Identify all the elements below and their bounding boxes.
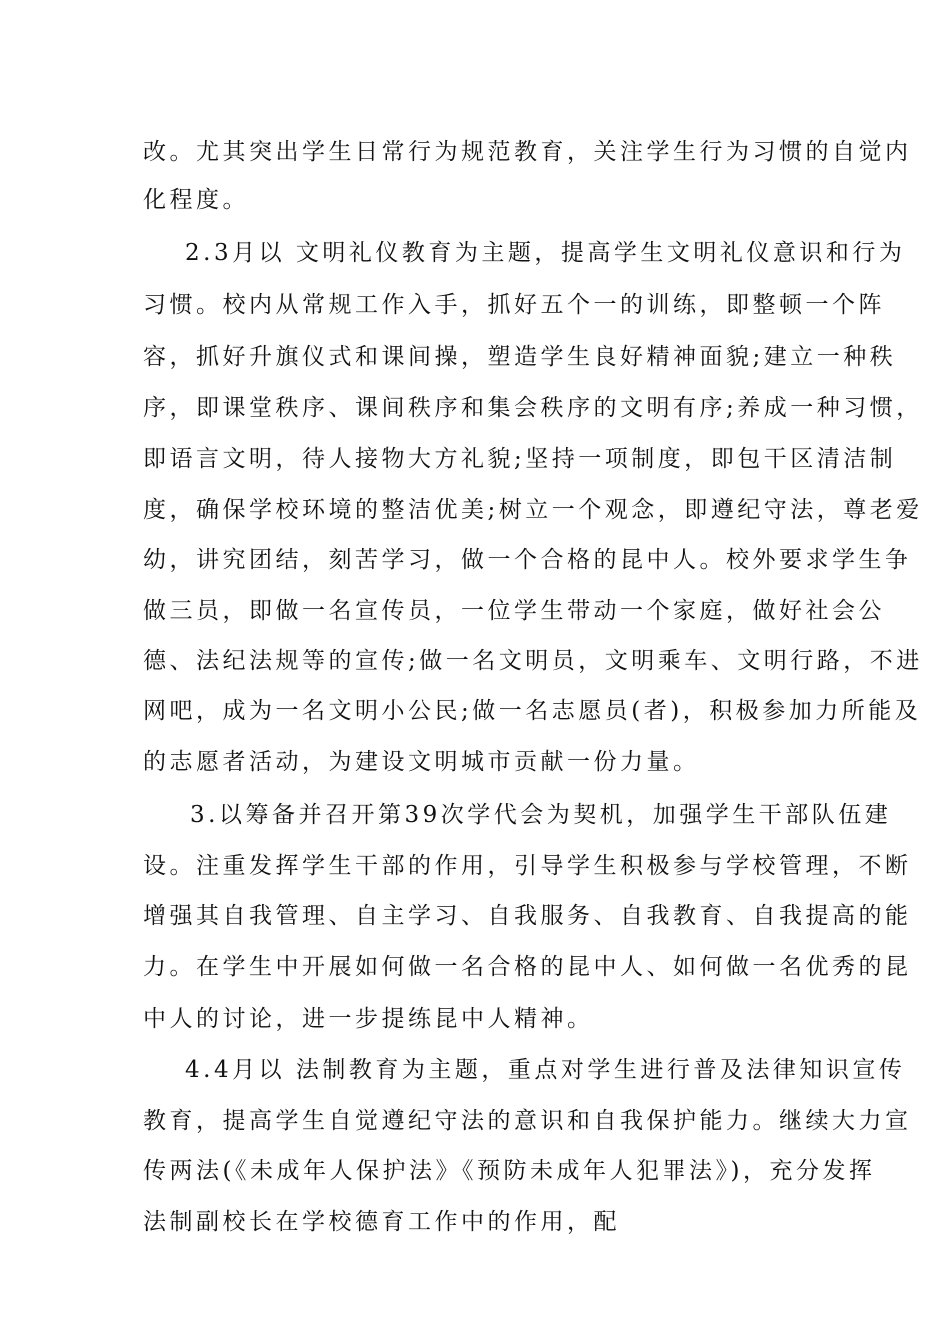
text-line: 容，抓好升旗仪式和课间操，塑造学生良好精神面貌;建立一种秩 xyxy=(143,344,897,370)
text-line: 改。尤其突出学生日常行为规范教育，关注学生行为习惯的自觉内 xyxy=(143,139,912,165)
text-line: 度，确保学校环境的整洁优美;树立一个观念，即遵纪守法，尊老爱 xyxy=(143,497,923,523)
text-line: 增强其自我管理、自主学习、自我服务、自我教育、自我提高的能 xyxy=(143,903,912,929)
text-line: 幼，讲究团结，刻苦学习，做一个合格的昆中人。校外要求学生争 xyxy=(143,547,912,573)
text-line: 化程度。 xyxy=(143,187,249,213)
text-line: 中人的讨论，进一步提练昆中人精神。 xyxy=(143,1006,594,1032)
text-line: 设。注重发挥学生干部的作用，引导学生积极参与学校管理，不断 xyxy=(143,853,912,879)
text-line: 传两法(《未成年人保护法》《预防未成年人犯罪法》)，充分发挥 xyxy=(143,1158,876,1184)
paragraph-3-first-line: 3.以筹备并召开第39次学代会为契机，加强学生干部队伍建 xyxy=(190,802,892,828)
text-line: 教育，提高学生自觉遵纪守法的意识和自我保护能力。继续大力宣 xyxy=(143,1108,912,1134)
paragraph-4-first-line: 4.4月以 法制教育为主题，重点对学生进行普及法律知识宣传 xyxy=(185,1057,906,1083)
text-line: 习惯。校内从常规工作入手，抓好五个一的训练，即整顿一个阵 xyxy=(143,292,885,318)
text-line: 的志愿者活动，为建设文明城市贡献一份力量。 xyxy=(143,749,700,775)
text-line: 做三员，即做一名宣传员，一位学生带动一个家庭，做好社会公 xyxy=(143,598,885,624)
text-line: 德、法纪法规等的宣传;做一名文明员，文明乘车、文明行路，不进 xyxy=(143,648,923,674)
text-line: 序，即课堂秩序、课间秩序和集会秩序的文明有序;养成一种习惯， xyxy=(143,395,923,421)
text-line: 网吧，成为一名文明小公民;做一名志愿员(者)，积极参加力所能及 xyxy=(143,698,922,724)
text-line: 即语言文明，待人接物大方礼貌;坚持一项制度，即包干区清洁制 xyxy=(143,446,897,472)
text-line: 法制副校长在学校德育工作中的作用，配 xyxy=(143,1209,620,1235)
paragraph-2-first-line: 2.3月以 文明礼仪教育为主题，提高学生文明礼仪意识和行为 xyxy=(185,240,906,266)
text-line: 力。在学生中开展如何做一名合格的昆中人、如何做一名优秀的昆 xyxy=(143,954,912,980)
